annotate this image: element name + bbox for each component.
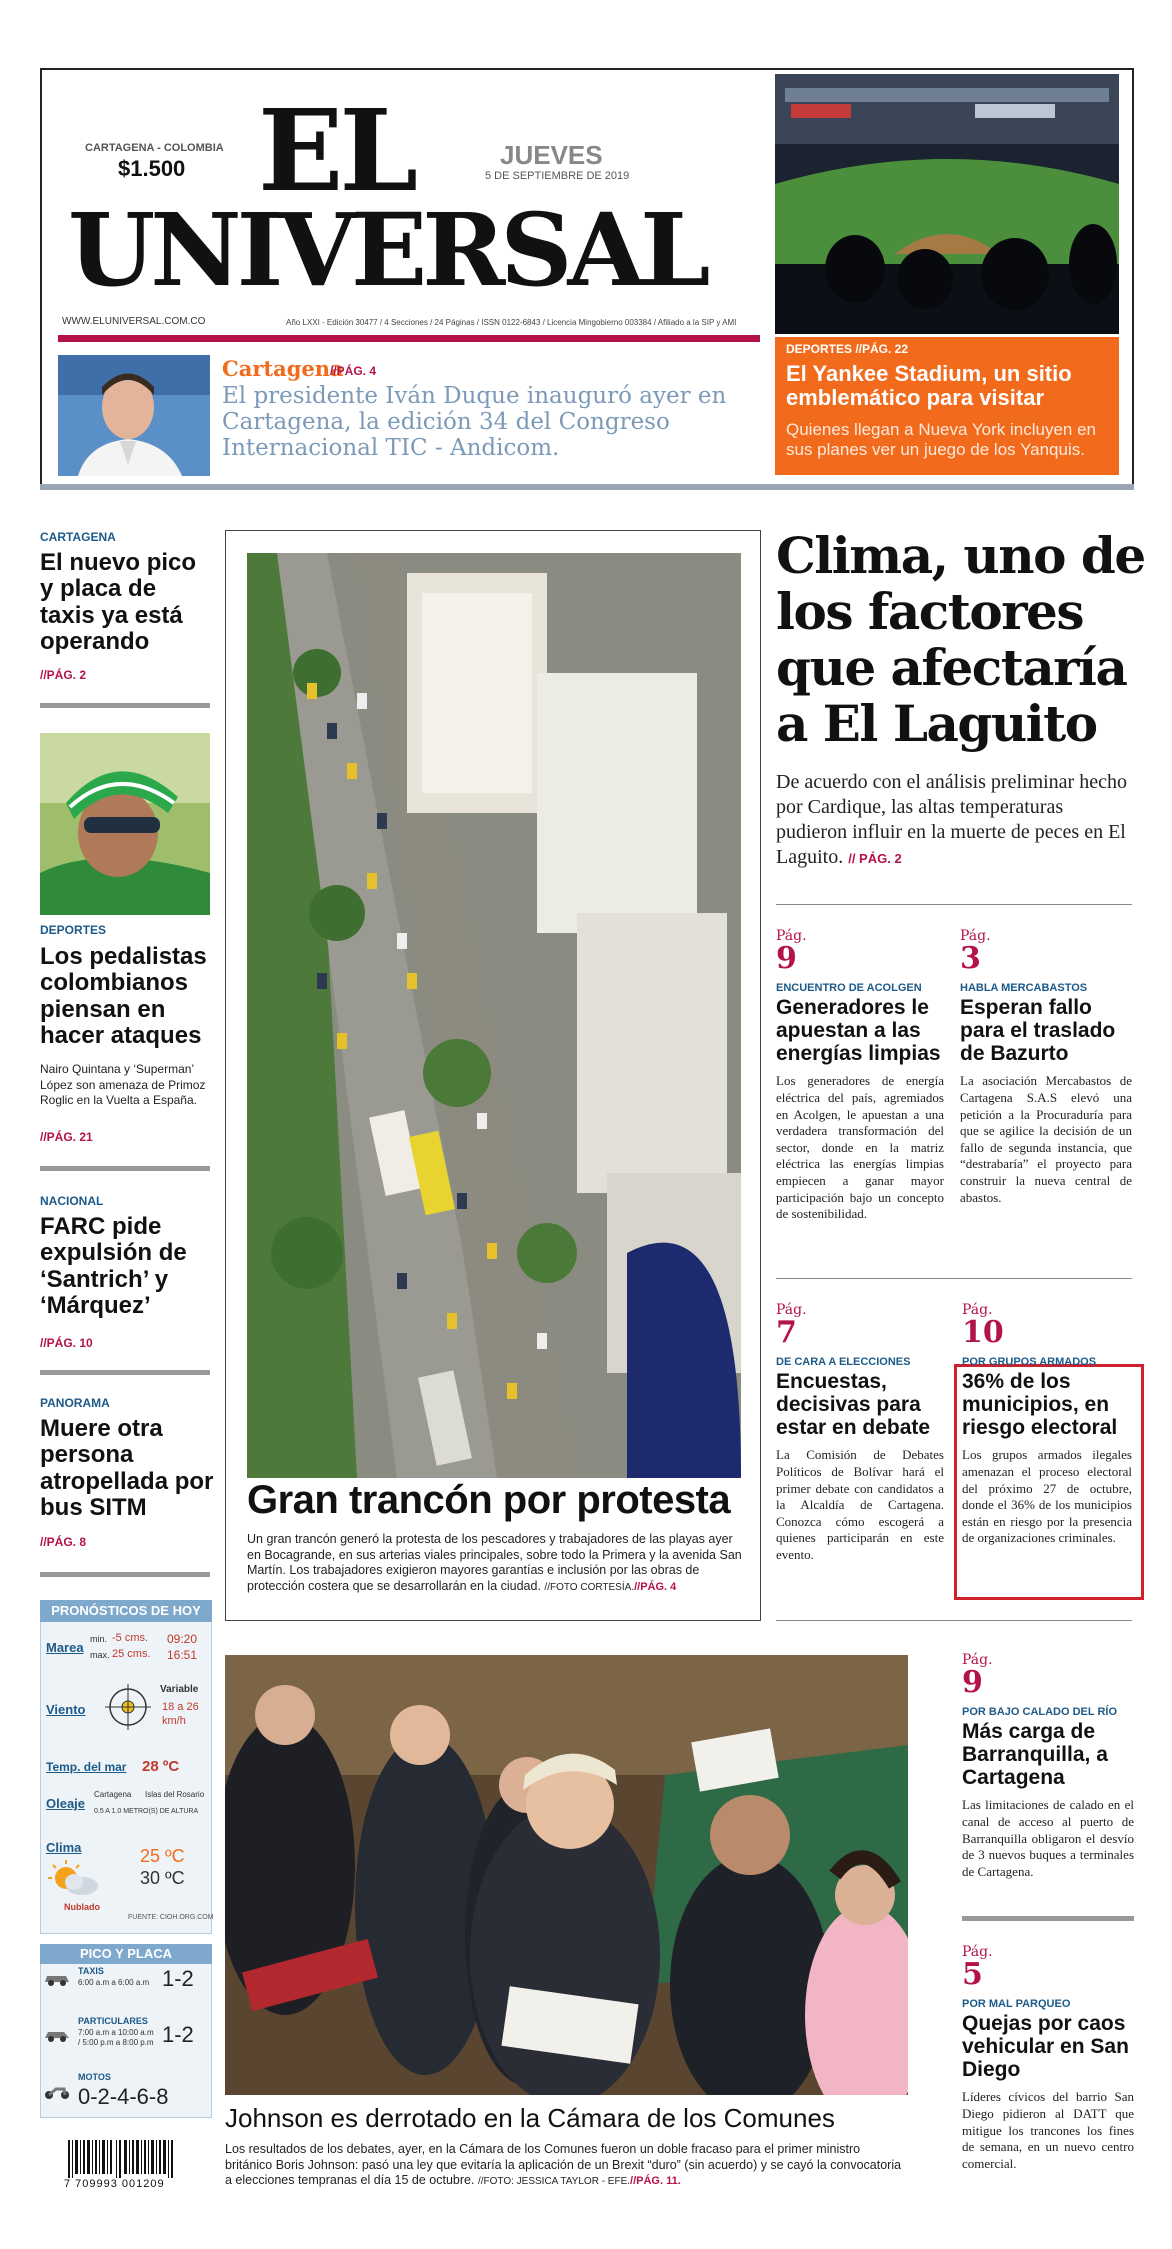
barcode-number: 7 709993 001209 — [64, 2178, 165, 2190]
oleaje-col2: Islas del Rosario — [145, 1790, 205, 1799]
brief-card[interactable] — [776, 928, 944, 1223]
pico-digits-motos: 0-2-4-6-8 — [78, 2084, 169, 2109]
taxi-icon — [42, 1972, 72, 1991]
sidebar-divider — [40, 1370, 210, 1375]
masthead-accent-bar — [58, 335, 760, 342]
brief-card[interactable] — [776, 1302, 944, 1564]
brief-text: Líderes cívicos del barrio San Diego pidieron al DATT que mitigue los trancones los fines de semana, en un nuevo centro comercial. — [962, 2089, 1134, 2171]
main-photo-headline[interactable]: Gran trancón por protesta — [247, 1478, 731, 1522]
sidebar-pag-21[interactable]: //PÁG. 21 — [40, 1130, 93, 1144]
sidebar-divider — [40, 1572, 210, 1577]
sidebar-headline-sitm[interactable]: Muere otra persona atropellada por bus SITM — [40, 1415, 214, 1522]
brief-kicker: POR GRUPOS ARMADOS — [962, 1356, 1097, 1368]
sidebar-headline-farc[interactable]: FARC pide expulsión de ‘Santrich’ y ‘Márquez’ — [40, 1213, 187, 1320]
sidebar-divider — [40, 703, 210, 708]
brief-pag-num: 3 — [960, 941, 981, 976]
johnson-caption — [225, 2142, 905, 2189]
masthead-bottom-bar — [40, 484, 1134, 490]
brief-text: La asociación Mercabastos de Cartagena S.A.S elevó una petición a la Procuraduría para que se agilice la decisión de un fallo de segunda instancia, que “destrabaría” el proyecto para construir la nueva central de abastos. — [960, 1073, 1132, 1205]
main-photo-caption-text: Un gran trancón generó la protesta de los pescadores y trabajadores de las playas ayer en Bocagrande, en sus arterias viales principales, sobre todo la Primera y la avenida San Martín. Los trabajadores exigieron mayores garantías e inclusión por las obras de protección costera que se desarrollarán en la ciudad. — [247, 1532, 742, 1593]
sidebar-headline-pedalistas[interactable]: Los pedalistas colombianos piensan en hacer ataques — [40, 943, 207, 1050]
sports-teaser-kicker: DEPORTES //PÁG. 22 — [786, 342, 909, 356]
brief-card[interactable] — [962, 1302, 1132, 1547]
masthead-title-line2: UNIVERSAL — [68, 191, 706, 309]
top-teaser-pag: //PÁG. 4 — [330, 364, 377, 378]
price: $1.500 — [118, 156, 186, 181]
brief-headline: 36% de los municipios, en riesgo electoral — [962, 1370, 1118, 1440]
edition-info: Año LXXI - Edición 30477 / 4 Secciones / 24 Páginas / ISSN 0122-6843 / Licencia Mingobierno 003384 / Afiliado a la SIP y AMI — [286, 318, 737, 327]
sidebar-kicker-nacional: NACIONAL — [40, 1194, 104, 1208]
top-teaser-text[interactable]: El presidente Iván Duque inauguró ayer en Cartagena, la edición 34 del Congreso Internacional TIC - Andicom. — [222, 383, 727, 461]
sidebar-kicker-deportes: DEPORTES — [40, 923, 107, 937]
oleaje-col1: Cartagena — [94, 1790, 132, 1799]
pico-digits-particulares: 1-2 — [162, 2022, 194, 2047]
brief-pag-label: Pág. — [962, 1652, 993, 1668]
marea-min: -5 cms. — [112, 1632, 149, 1644]
pico-label-motos: MOTOS — [78, 2072, 111, 2082]
brief-kicker: POR MAL PARQUEO — [962, 1998, 1071, 2010]
brief-kicker: HABLA MERCABASTOS — [960, 982, 1088, 994]
clima-label: Clima — [46, 1840, 82, 1855]
sidebar-pag-2[interactable]: //PÁG. 2 — [40, 668, 87, 682]
website: WWW.ELUNIVERSAL.COM.CO — [62, 316, 206, 327]
johnson-headline[interactable]: Johnson es derrotado en la Cámara de los Comunes — [225, 2103, 835, 2133]
pico-label-particulares: PARTICULARES — [78, 2016, 148, 2026]
marea-label: Marea — [46, 1640, 84, 1655]
brief-pag-num: 9 — [776, 941, 797, 976]
sidebar-kicker-cartagena: CARTAGENA — [40, 530, 116, 544]
clima-high: 30 ºC — [140, 1868, 185, 1888]
day-label: JUEVES — [500, 140, 603, 170]
duque-photo — [58, 355, 210, 476]
brief-pag-num: 7 — [776, 1315, 797, 1350]
cyclist-photo — [40, 733, 210, 915]
briefs-divider — [776, 1620, 1132, 1621]
brief-headline: Esperan fallo para el traslado de Bazurto — [960, 996, 1116, 1066]
viento-label: Viento — [46, 1702, 86, 1717]
parliament-photo — [225, 1655, 908, 2095]
briefs-divider — [776, 1278, 1132, 1279]
weather-title: PRONÓSTICOS DE HOY — [40, 1600, 212, 1622]
main-photo-caption — [247, 1532, 743, 1595]
lead-pag[interactable]: // PÁG. 2 — [848, 851, 902, 866]
main-photo-pag[interactable]: //PÁG. 4 — [634, 1580, 677, 1593]
brief-pag-label: Pág. — [962, 1302, 993, 1318]
car-icon — [42, 2028, 72, 2047]
lead-deck-text: De acuerdo con el análisis preliminar hecho por Cardique, las altas temperaturas pudieron influir en la muerte de peces en El Laguito. — [776, 771, 1127, 868]
clima-low: 25 ºC — [140, 1846, 185, 1866]
marea-min-time: 09:20 — [167, 1632, 198, 1646]
clima-state: Nublado — [64, 1902, 100, 1912]
johnson-credit: //FOTO: JESSICA TAYLOR - EFE. — [477, 2176, 631, 2188]
masthead-title-line1: EL — [258, 86, 415, 217]
yankee-stadium-photo — [775, 74, 1119, 334]
marea-max: 25 cms. — [112, 1648, 151, 1660]
brief-card[interactable] — [962, 1652, 1134, 1880]
pico-digits-taxis: 1-2 — [162, 1966, 194, 1991]
brief-card[interactable] — [962, 1944, 1134, 2172]
pico-hours-particulares: 7:00 a.m a 10:00 a.m / 5:00 p.m a 8:00 p.m — [78, 2028, 154, 2047]
marea-min-label: min. — [90, 1634, 108, 1644]
sun-cloud-icon — [46, 1858, 102, 1907]
brief-card[interactable] — [960, 928, 1132, 1206]
main-photo-credit: //FOTO CORTESÍA. — [544, 1581, 635, 1593]
sidebar-headline-pico-placa[interactable]: El nuevo pico y placa de taxis ya está operando — [40, 549, 197, 656]
brief-text: Las limitaciones de calado en el canal de acceso al puerto de Barranquilla obligaron el desvío de 3 nuevos buques a terminales de Cartagena. — [962, 1797, 1134, 1879]
moto-icon — [42, 2084, 72, 2105]
brief-pag-num: 10 — [962, 1315, 1004, 1350]
temp-value: 28 ºC — [142, 1758, 180, 1775]
brief-text: Los grupos armados ilegales amenazan el proceso electoral del próximo 27 de octubre, donde el 36% de los municipios están en riesgo por la presencia de organizaciones criminales. — [962, 1447, 1132, 1546]
lead-headline[interactable]: Clima, uno de los factores que afectaría a El Laguito — [776, 526, 1145, 753]
brief-text: La Comisión de Debates Políticos de Bolívar hará el primer debate con candidatos a la Alcaldía de Cartagena. Conozca cómo escogerá a quienes participarán en este evento. — [776, 1447, 944, 1563]
viento-speed: 18 a 26 km/h — [162, 1701, 199, 1728]
lead-divider — [776, 904, 1132, 905]
oleaje-label: Oleaje — [46, 1796, 86, 1811]
sidebar-divider — [40, 1166, 210, 1171]
brief-pag-label: Pág. — [962, 1944, 993, 1960]
temp-label: Temp. del mar — [46, 1760, 127, 1774]
sports-teaser-text: Quienes llegan a Nueva York incluyen en sus planes ver un juego de los Yanquis. — [786, 420, 1096, 460]
brief-headline: Quejas por caos vehicular en San Diego — [962, 2012, 1129, 2082]
traffic-aerial-photo — [247, 553, 741, 1478]
pico-hours-taxis: 6:00 a.m a 6:00 a.m — [78, 1978, 150, 1987]
pico-label-taxis: TAXIS — [78, 1966, 104, 1976]
brief-kicker: DE CARA A ELECCIONES — [776, 1356, 911, 1368]
marea-max-time: 16:51 — [167, 1648, 198, 1662]
viento-type: Variable — [160, 1684, 199, 1695]
city-label: CARTAGENA - COLOMBIA — [85, 142, 224, 154]
johnson-caption-text: Los resultados de los debates, ayer, en la Cámara de los Comunes fueron un doble fracaso para el primer ministro británico Boris Johnson: pasó una ley que evitaría la aplicación de un Brexit “duro” (sin acuerdo) y se cayó la convocatoria a elecciones tempranas el día 15 de octubre. — [225, 2142, 902, 2188]
brief-kicker: ENCUENTRO DE ACOLGEN — [776, 982, 922, 994]
right-briefs-divider — [962, 1916, 1134, 1921]
weather-source: FUENTE: CIOH.ORG.COM — [128, 1914, 214, 1921]
sidebar-pag-10[interactable]: //PÁG. 10 — [40, 1336, 93, 1350]
johnson-pag[interactable]: //PÁG. 11. — [630, 2175, 681, 2188]
brief-headline: Más carga de Barranquilla, a Cartagena — [962, 1720, 1108, 1790]
top-teaser-kicker: Cartagena — [222, 356, 344, 381]
marea-max-label: max. — [90, 1650, 110, 1660]
sidebar-kicker-panorama: PANORAMA — [40, 1396, 110, 1410]
compass-icon — [103, 1682, 153, 1737]
sports-teaser-headline: El Yankee Stadium, un sitio emblemático para visitar — [786, 361, 1072, 411]
date-label: 5 DE SEPTIEMBRE DE 2019 — [485, 170, 630, 182]
brief-headline: Generadores le apuestan a las energías limpias — [776, 996, 941, 1066]
sidebar-text-pedalistas: Nairo Quintana y ‘Superman’ López son amenaza de Primoz Roglic en la Vuelta a España. — [40, 1062, 206, 1108]
brief-headline: Encuestas, decisivas para estar en debate — [776, 1370, 931, 1440]
brief-kicker: POR BAJO CALADO DEL RÍO — [962, 1706, 1118, 1718]
lead-deck — [776, 770, 1136, 870]
pico-placa-title: PICO Y PLACA — [40, 1944, 212, 1964]
oleaje-value: 0.5 A 1.0 METRO(S) DE ALTURA — [94, 1808, 199, 1815]
brief-pag-label: Pág. — [776, 928, 807, 944]
brief-text: Los generadores de energía eléctrica del país, agremiados en Acolgen, le apuestan a una verdadera transformación del sector, donde en la matriz eléctrica las energías limpias empiecen a ganar mayor participación bajo un concepto de sostenibilidad. — [776, 1073, 944, 1222]
brief-pag-num: 5 — [962, 1957, 983, 1992]
sidebar-pag-8[interactable]: //PÁG. 8 — [40, 1535, 87, 1549]
brief-pag-label: Pág. — [960, 928, 991, 944]
brief-pag-num: 9 — [962, 1665, 983, 1700]
brief-pag-label: Pág. — [776, 1302, 807, 1318]
